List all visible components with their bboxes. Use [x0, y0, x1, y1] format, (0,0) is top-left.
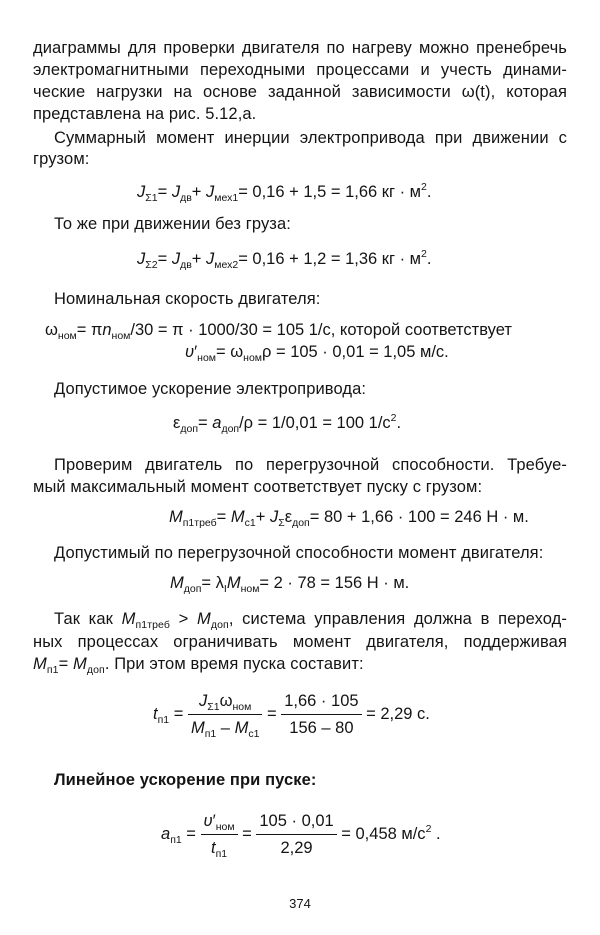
- text-line: Линейное ускорение при пуске:: [54, 771, 317, 789]
- text-line: диаграммы для проверки двигателя по нагреву можно пренебречь: [33, 39, 567, 57]
- text-line: представлена на рис. 5.12,а.: [33, 105, 257, 123]
- text-line: Проверим двигатель по перегрузочной способности. Требуе-: [54, 456, 567, 474]
- text-line: мый максимальный момент соответствует пуску с грузом:: [33, 478, 483, 496]
- text-line: То же при движении без груза:: [54, 215, 291, 233]
- fraction: $\frac{\upsilon'_{ном}}{t_{п1}}$: [201, 810, 238, 859]
- fraction: $\frac{1,66 \cdot 105}{156 - 80}$: [281, 690, 361, 739]
- page-number: 374: [289, 896, 311, 911]
- equation-epsilon-dop: $\varepsilon_{доп}= a_{доп}/\rho = 1/0,01 = 100$ $1/с^2$.: [173, 412, 402, 435]
- text-line: $M_{п1}= M_{доп}$. При этом время пуска составит:: [33, 655, 364, 676]
- equation-j-sigma2: $J_{\Sigma 2}= J_{дв}+ J_{мех2}= 0,16 + 1,2 = 1,36$ кг · $м^2$.: [137, 248, 432, 271]
- text-line: грузом:: [33, 150, 90, 168]
- text-line: Суммарный момент инерции электропривода при движении с: [54, 129, 567, 147]
- equation-omega-nom: $\omega_{ном}= \pi n_{ном}/30 = \pi \cdot 1000/30 = 105$ 1/с, которой соответствует: [45, 321, 512, 342]
- text-line: ных процессах ограничивать момент двигателя, поддерживая: [33, 633, 567, 651]
- text-line: ческие нагрузки на основе заданной зависимости ω(t), которая: [33, 83, 567, 101]
- equation-m-dop: $M_{доп}= \lambda_IM_{ном}= 2 \cdot 78 = 156$ Н · м.: [170, 574, 410, 595]
- equation-a-p1: $a_{п1}$ = $\frac{\upsilon'_{ном}}{t_{п1}}$ = $\frac{105 \cdot 0,01}{2,29}$ = 0,458 $м/с^2$ .: [161, 812, 441, 860]
- fraction: $\frac{J_{\Sigma 1}\omega_{ном}}{M_{п1} - M_{с1}}$: [188, 690, 262, 739]
- fraction: $\frac{105 \cdot 0,01}{2,29}$: [256, 810, 336, 859]
- text-line: Допустимый по перегрузочной способности момент двигателя:: [54, 544, 544, 562]
- equation-t-p1: $t_{п1}$ = $\frac{J_{\Sigma 1}\omega_{ном}}{M_{п1} - M_{с1}}$ = $\frac{1,66 \cdot 105}{156 - 80}$ = 2,29 с.: [153, 692, 430, 740]
- text-line: Допустимое ускорение электропривода:: [54, 380, 367, 398]
- equation-m-p1-treb: $M_{п1треб}= M_{с1}+ J_\Sigma\varepsilon_{доп}= 80 + 1,66 \cdot 100 = 246$ Н · м.: [169, 508, 529, 529]
- equation-v-nom: $\upsilon'_{ном}= \omega_{ном}\rho = 105 \cdot 0,01 = 1,05$ м/с.: [185, 343, 449, 364]
- equation-j-sigma1: $J_{\Sigma 1}= J_{дв}+ J_{мех1}= 0,16 + 1,5 = 1,66$ кг · $м^2$.: [137, 181, 432, 204]
- text-line: электромагнитными переходными процессами и учесть динами-: [33, 61, 567, 79]
- text-line: Так как $M_{п1треб} > M_{доп}$, система управления должна в переход-: [54, 610, 567, 631]
- text-line: Номинальная скорость двигателя:: [54, 290, 321, 308]
